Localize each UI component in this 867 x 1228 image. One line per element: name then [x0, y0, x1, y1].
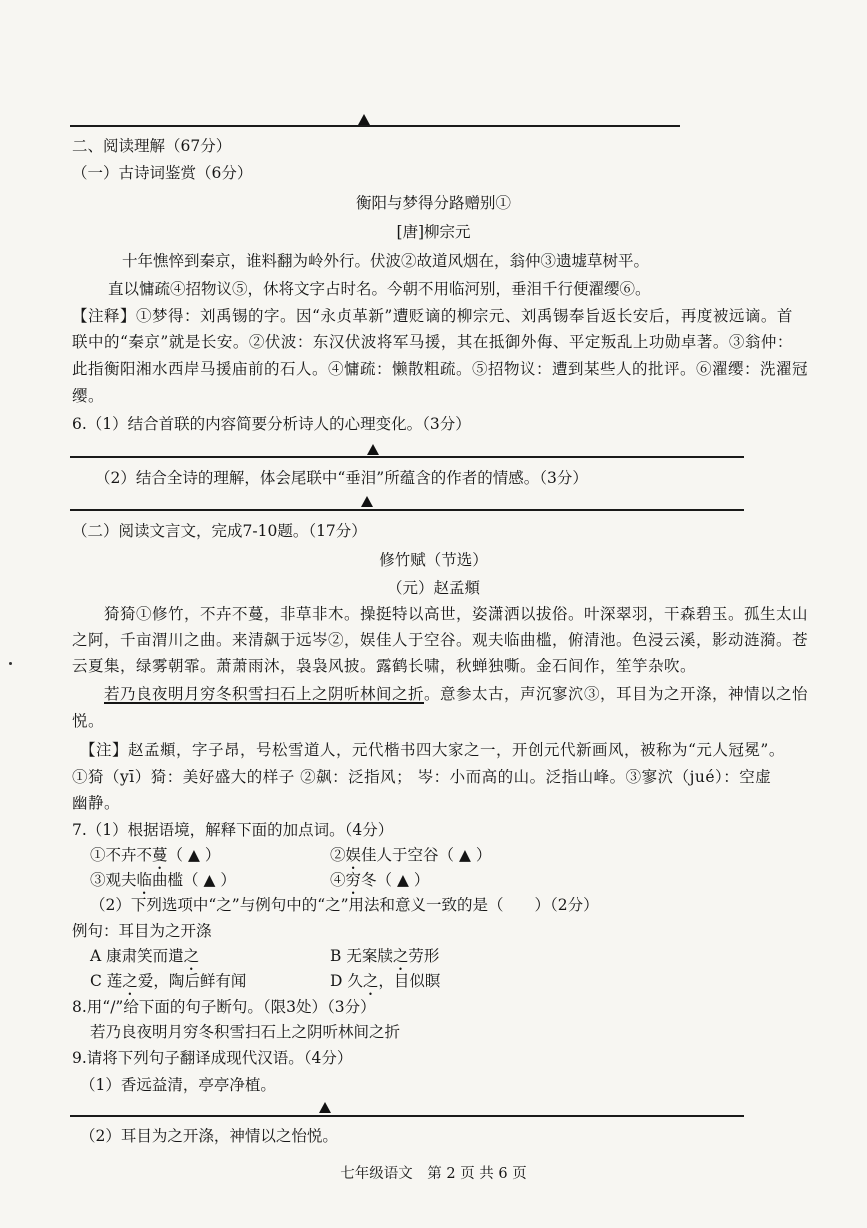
answer-line [70, 125, 680, 127]
question-9-2: （2）耳目为之开涤，神情以之怡悦。 [80, 1127, 338, 1145]
section-title: 二、阅读理解（67分） [72, 137, 232, 155]
q7-item: ①不卉不蔓（ ▲ ） [90, 846, 221, 864]
underlined-sentence: 若乃良夜明月穷冬积雪扫石上之阴听林间之折 [104, 685, 425, 703]
example-sentence: 例句：耳目为之开涤 [72, 922, 212, 940]
option-a[interactable]: A 康肃笑而遣之 [90, 947, 200, 965]
poem-notes-line: 联中的“秦京”就是长安。②伏波：东汉伏波将军马援，其在抵御外侮、平定叛乱上功勋卓著。③翁仲： [72, 333, 793, 351]
part1-heading: （一）古诗词鉴赏（6分） [72, 164, 253, 182]
text-notes-line: 【注】赵孟頫，字子昂，号松雪道人，元代楷书四大家之一，开创元代新画风，被称为“元人冠冕”。 [80, 741, 785, 759]
poem-notes-line: 【注释】①梦得：刘禹锡的字。因“永贞革新”遭贬谪的柳宗元、刘禹锡奉旨返长安后，再度被远谪。首 [72, 307, 793, 325]
question-6-2: （2）结合全诗的理解，体会尾联中“垂泪”所蕴含的作者的情感。（3分） [95, 469, 588, 487]
answer-marker-icon [358, 114, 370, 125]
answer-blank[interactable]: ▲ [203, 871, 216, 889]
text-notes-line: ①猗（yī）猗：美好盛大的样子 ②飙：泛指风； 岑：小而高的山。泛指山峰。③寥泬（jué）：空虚 [72, 768, 772, 786]
poem-notes-line: 缨。 [72, 387, 105, 405]
text-notes-line: 幽静。 [72, 794, 121, 812]
answer-blank[interactable]: ▲ [396, 871, 409, 889]
answer-line[interactable] [70, 456, 744, 458]
text-paragraph-line: 云夏集，绿雾朝霏。萧萧雨沐，袅袅风披。露鹤长啸，秋蝉独嘶。金石间作，笙竽杂吹。 [72, 657, 697, 675]
option-c[interactable]: C 莲之爱，陶后鲜有闻 [90, 972, 247, 990]
answer-marker-icon [319, 1102, 331, 1113]
poem-line-2: 直以慵疏④招物议⑤，休将文字占时名。今朝不用临河别，垂泪千行便濯缨⑥。 [108, 280, 651, 298]
question-9-1: （1）香远益清，亭亭净植。 [80, 1076, 276, 1094]
answer-blank[interactable]: ▲ [458, 846, 471, 864]
text-paragraph-line: 猗猗①修竹，不卉不蔓，非草非木。操挺特以高世，姿潇洒以拔俗。叶深翠羽，干森碧玉。孤生太山 [104, 605, 809, 623]
text-paragraph-2-rest: 。意参太古，声沉寥泬③，耳目为之开涤，神情以之怡 [424, 685, 809, 703]
text-paragraph-line: 之阿，千亩渭川之曲。来清飙于远岑②，娱佳人于空谷。观夫临曲槛，俯清池。色浸云溪，影动涟漪。苍 [72, 631, 809, 649]
option-d[interactable]: D 久之，目似瞑 [330, 972, 441, 990]
question-8: 8.用“/”给下面的句子断句。（限3处）（3分） [72, 998, 376, 1016]
question-9: 9.请将下列句子翻译成现代汉语。（4分） [72, 1049, 353, 1067]
option-b[interactable]: B 无案牍之劳形 [330, 947, 440, 965]
q7-item: ②娱佳人于空谷（ ▲ ） [330, 846, 492, 864]
poem-notes-line: 此指衡阳湘水西岸马援庙前的石人。④慵疏：懒散粗疏。⑤招物议：遭到某些人的批评。⑥濯缨：洗濯冠 [72, 360, 809, 378]
text-author: （元）赵孟頫 [386, 579, 480, 597]
q7-item: ③观夫临曲槛（ ▲ ） [90, 871, 236, 889]
text-paragraph-2 [104, 684, 808, 704]
q7-item: ④穷冬（ ▲ ） [330, 871, 430, 889]
page-footer: 七年级语文 第 2 页 共 6 页 [340, 1166, 527, 1182]
poem-title: 衡阳与梦得分路赠别① [355, 194, 511, 212]
part2-heading: （二）阅读文言文，完成7-10题。（17分） [72, 522, 367, 540]
poem-author: [唐]柳宗元 [396, 223, 471, 241]
answer-line[interactable] [70, 509, 744, 511]
text-title: 修竹赋（节选） [379, 551, 488, 569]
text-paragraph-2-end: 悦。 [72, 712, 105, 730]
answer-marker-icon [367, 444, 379, 455]
question-7-2: （2）下列选项中“之”与例句中的“之”用法和意义一致的是（ ）（2分） [90, 896, 599, 914]
question-6-1: 6.（1）结合首联的内容简要分析诗人的心理变化。（3分） [72, 415, 471, 433]
poem-line-1: 十年憔悴到秦京，谁料翻为岭外行。伏波②故道风烟在，翁仲③遗墟草树平。 [122, 252, 650, 270]
question-7-1: 7.（1）根据语境，解释下面的加点词。（4分） [72, 821, 394, 839]
answer-marker-icon [361, 496, 373, 507]
answer-blank[interactable]: ▲ [187, 846, 200, 864]
scan-speck [9, 662, 12, 665]
answer-line[interactable] [70, 1115, 744, 1117]
question-8-text: 若乃良夜明月穷冬积雪扫石上之阴听林间之折 [90, 1023, 401, 1041]
